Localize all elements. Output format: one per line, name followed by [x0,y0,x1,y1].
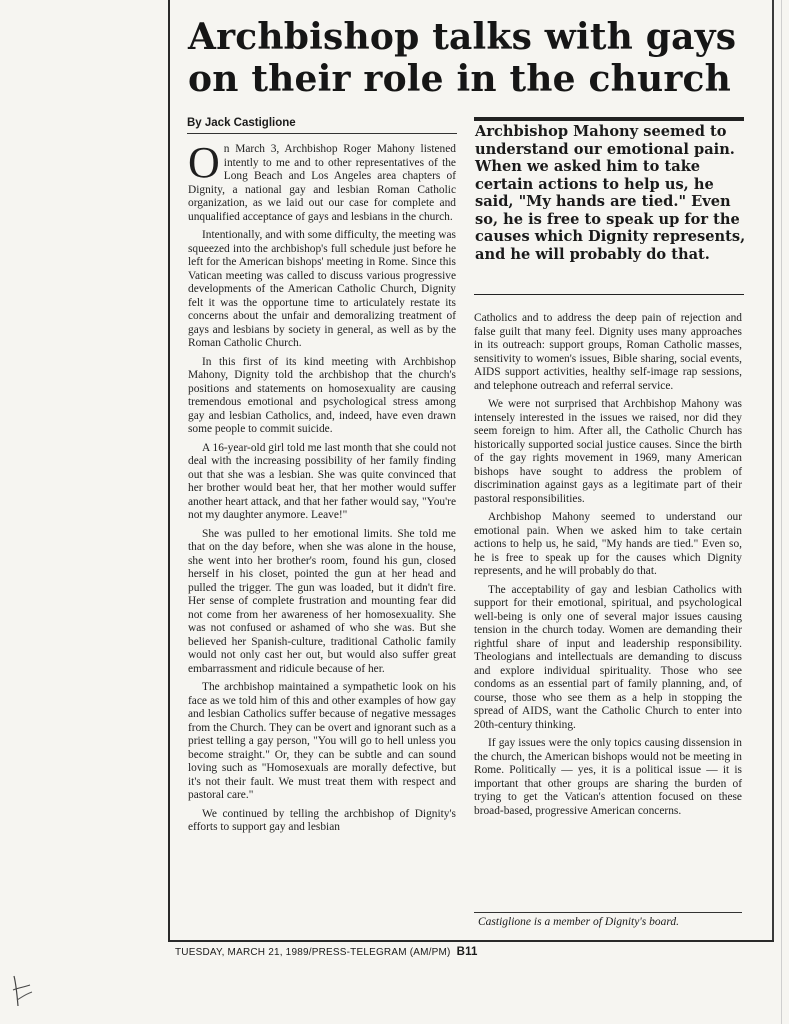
page-number: B11 [456,946,478,958]
dateline: TUESDAY, MARCH 21, 1989/PRESS-TELEGRAM (AM/PM) [175,947,451,958]
column-border-right [772,0,774,942]
body-paragraph: Archbishop Mahony seemed to understand our emotional pain. When we asked him to take certain actions to help us, he said, "My hands are tied." Even so, he is free to speak up for the causes which Dignity represents, and he will probably do that. [474,511,742,577]
left-column [188,138,456,835]
pullquote-rule-bottom [474,294,744,295]
page-footer [175,946,478,958]
body-paragraph: If gay issues were the only topics causing dissension in the church, the American bishops would not be meeting in Rome. Politically — yes, it is a political issue — it is important that other groups are sharing the burden of trying to get the Vatican's attention focused on these broad-based, progressive American concerns. [474,737,742,817]
body-paragraph: We were not surprised that Archbishop Mahony was intensely interested in the issues we raised, nor did they seem foreign to him. After all, the Catholic Church has historically supported social justice causes. Since the birth of the gay rights movement in 1969, many American bishops have sought to address the problem of discrimination against gays as a legitimate part of their pastoral responsibilities. [474,398,742,505]
drop-cap: O [188,138,220,187]
handwritten-mark-icon [8,970,38,1010]
credit-rule [474,912,742,913]
body-paragraph: She was pulled to her emotional limits. She told me that on the day before, when she was alone in the house, she went into her brother's room, found his gun, closed herself in his closet, pointed the gun at her head and pulled the trigger. The gun was loaded, but it didn't fire. Her sense of complete frustration and mounting fear did not come from her awareness of her homosexuality. She was not confused or ashamed of who she was. But she believed her Spanish-culture, traditional Catholic family would not only cast her out, but would also suffer great embarrassment and ridicule because of her. [188,527,456,675]
body-paragraph: The acceptability of gay and lesbian Catholics with support for their emotional, spiritual, and psychological well-being is only one of several major issues causing tension in the church today. Women are demanding their rightful share of input and leadership responsibility. Theologians and intellectuals are demanding to discuss and explore individual spirituality. Those who see condoms as an essential part of family planning, and, of course, those who see them as a help in stopping the spread of AIDS, want the Catholic Church to enter into 20th-century thinking. [474,583,742,731]
continuation-paragraph: Catholics and to address the deep pain of rejection and false guilt that many feel. Dignity uses many approaches in its outreach: support groups, Roman Catholic masses, sensitivity to women's issues, Bible sharing, social events, AIDS support activities, healthy self-image rap sessions, and telephone outreach and referral service. [474,312,742,392]
body-paragraph: The archbishop maintained a sympathetic look on his face as we told him of this and other examples of how gay and lesbian Catholics suffer because of negative messages from the Church. They can be overt and ignorant such as a priest telling a gay person, "You will go to hell unless you become straight." Or, they can be subtle and can sound loving such as "Homosexuals are morally defective, but it's not their fault. We must treat them with respect and pastoral care." [188,681,456,801]
lead-text: n March 3, Archbishop Roger Mahony listened intently to me and to other representatives of the Long Beach and Los Angeles area chapters of Dignity, a national gay and lesbian Roman Catholic organization, as we laid out our case for complete and unqualified acceptance of gays and lesbians in the church. [188,143,456,223]
headline-line-1: Archbishop talks with gays [188,16,737,58]
byline: By Jack Castiglione [187,117,296,129]
pullquote: Archbishop Mahony seemed to understand our emotional pain. When we asked him to take certain actions to help us, he said, "My hands are tied." Even so, he is free to speak up for the causes which Dignity represents, and he will probably do that. [475,123,746,263]
headline-line-2: on their role in the church [188,58,732,100]
lead-paragraph [188,138,456,224]
body-paragraph: A 16-year-old girl told me last month that she could not deal with the increasing possibility of her family finding out that she was a lesbian. She was quite convinced that her brother would beat her, that her mother would suffer another heart attack, and that her father would say, "You're not my daughter anymore. Leave!" [188,441,456,521]
body-paragraph: Intentionally, and with some difficulty, the meeting was squeezed into the archbishop's full schedule just before he left for the American bishops' meeting in Rome. Since this Vatican meeting was called to discuss various progressive developments of the American Catholic Church, Dignity felt it was the opportune time to articulately restate its concerns about the unfair and demoralizing treatment of gays and lesbians by society in general, as well as by the Roman Catholic Church. [188,229,456,349]
body-paragraph: In this first of its kind meeting with Archbishop Mahony, Dignity told the archbishop that the church's positions and statements on homosexuality are causing tremendous emotional and psychological stress among gay and lesbian Catholics, and, indeed, have even drawn some people to commit suicide. [188,355,456,435]
pullquote-rule-top [474,117,744,121]
column-border-left [168,0,170,942]
author-credit: Castiglione is a member of Dignity's board. [478,916,680,928]
right-column [474,312,742,818]
page-edge [781,0,782,1024]
body-paragraph: We continued by telling the archbishop of Dignity's efforts to support gay and lesbian [188,807,456,833]
article-headline [188,16,748,100]
article-border-bottom [168,940,774,942]
byline-rule [187,133,457,134]
